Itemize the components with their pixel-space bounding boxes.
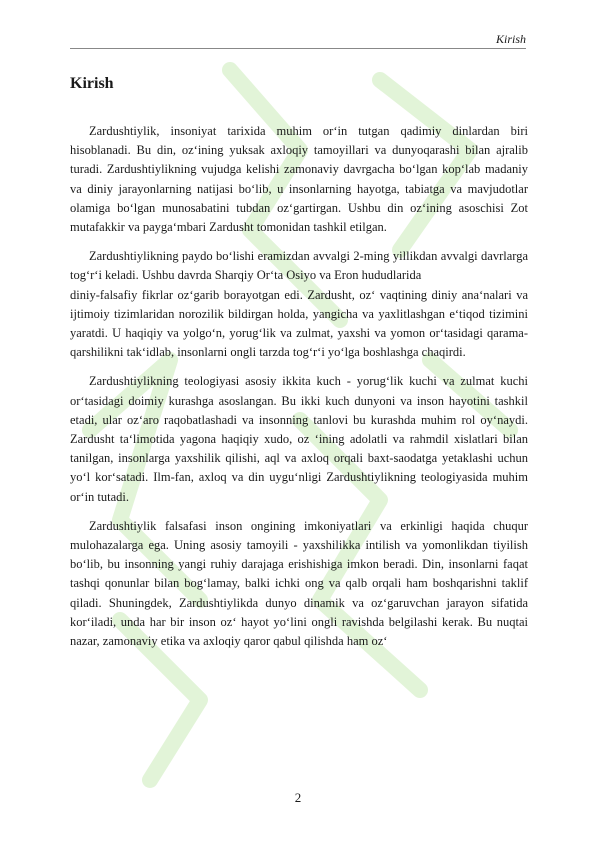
paragraph-2: Zardushtiylikning paydo boʻlishi eramizdan avvalgi 2-ming yillikdan avvalgi davrlarga togʻrʻi keladi. Ushbu davrda Sharqiy Orʻta Osiyo va Eron hududlarida (70, 249, 528, 283)
page-number: 2 (294, 790, 302, 805)
paragraph-4: Zardushtiylik falsafasi inson ongining imkoniyatlari va erkinligi haqida chuqur mulohazalarga ega. Uning asosiy tamoyili - yaxshilikka intilish va yomonlikdan tiyilish boʻlib, bu insonning yangi ruhiy darajaga erishishiga imkon beradi. Din, insonlarni faqat tashqi qonunlar bilan bogʻlamay, balki ichki ong va qalb orqali ham boshqarishni taklif qiladi. Shuningdek, Zardushtiylikda dunyo dinamik va ozʻgaruvchan jarayon sifatida korʻiladi, unda har bir inson ozʻ hayot yoʻlini ongli ravishda belgilashi kerak. Bu nuqtai nazar, zamonaviy etika va axloqiy qaror qabul qilishda ham ozʻ (70, 518, 528, 649)
paragraph-3: Zardushtiylikning teologiyasi asosiy ikkita kuch - yorugʻlik kuchi va zulmat kuchi orʻtasidagi doimiy kurashga asoslangan. Bu ikki kuch dunyoni va inson hayotini tashkil etadi, ular ozʻaro raqobatlashadi va insonning tanlovi bu kurashda muhim rol oyʻnaydi. Zardusht taʻlimotida yagona haqiqiy xudo, oz ʻining adolatli va rahmdil xislatlari bilan tanilgan, insonlarga yaxshilik qilishi, aql va axloq orqali baxt-saodatga yetaklashi uchun yoʻl korʻsatadi. Ilm-fan, axloq va din uyguʻnligi Zardushtiylikning teologiyasida muhim orʻin tutadi. (70, 374, 528, 504)
body-text (70, 122, 528, 661)
section-title: Kirish (70, 75, 114, 92)
paragraph-1: Zardushtiylik, insoniyat tarixida muhim orʻin tutgan qadimiy dinlardan biri hisoblanadi. Bu din, ozʻining yuksak axloqiy tamoyillari va dunyoqarashi bilan ajralib turadi. Zardushtiylikning vujudga kelishi zamonaviy davrgacha boʻlgan kopʻlab madaniy va diniy jarayonlarning natijasi boʻlib, u insonlarning hayotga, tabiatga va mavjudotlar olamiga boʻlgan munosabatini tubdan ozʻgartirgan. Ushbu din ozʻining asoschisi Zot mutafakkir va paygaʻmbari Zardusht tomonidan tashkil etilgan. (70, 124, 528, 235)
paragraph-2-continued: diniy-falsafiy fikrlar ozʻgarib borayotgan edi. Zardusht, ozʻ vaqtining diniy anaʻnalari va ijtimoiy tizimlaridan norozilik bildirgan holda, yangicha va yaxlitlashgan eʻtiqod tizimini yaratdi. U haqiqiy va yolgoʻn, yorugʻlik va zulmat, yaxshi va yomon orʻtasidagi qarama-qarshilikni takʻidlab, insonlarni ongli tarzda togʻrʻi yoʻlga boshlashga chaqirdi. (70, 287, 528, 360)
running-header: Kirish (495, 32, 526, 46)
header-divider (70, 48, 526, 49)
